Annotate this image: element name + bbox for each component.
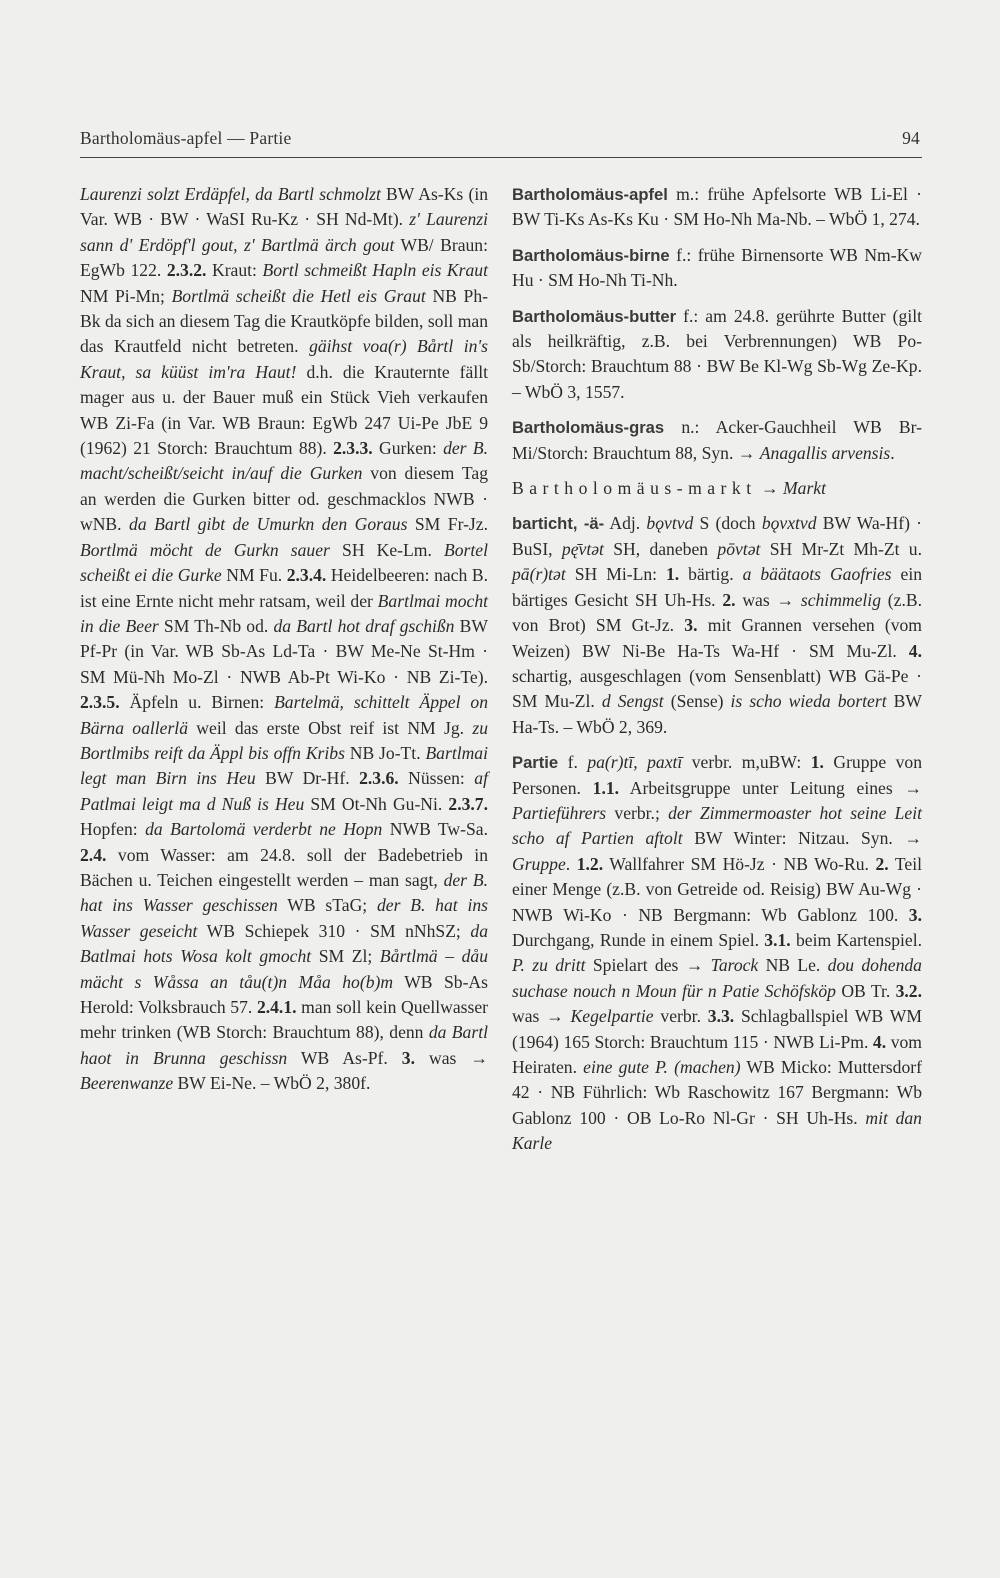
headword: barticht, -ä- [512,514,605,534]
headword-spaced: Bartholomäus-markt [512,478,757,499]
entry-bartholomaeus-birne [512,243,922,294]
entry-partie [512,750,922,1157]
entry-barticht [512,511,922,740]
cross-reference: → Markt [756,478,826,499]
running-title: Bartholomäus-apfel — Partie [80,128,292,148]
headword: Bartholomäus-apfel [512,185,668,204]
headword: Partie [512,753,559,773]
entry-body: f.: am 24.8. gerührte Butter (gilt als heilkräftig, z.B. bei Verbrennungen) WB Po-Sb/Storch: Brauchtum 88 · BW Be Kl-Wg Sb-Wg Ze-Kp. – WbÖ 3, 1557. [512,305,922,402]
entry-bartholomaeus-butter [512,304,922,406]
right-column [512,182,922,1167]
headword: Bartholomäus-butter [512,306,677,326]
entry-body: f. pa(r)tī, paxtī verbr. m,uBW: 1. Gruppe von Personen. 1.1. Arbeitsgruppe unter Leitung eines → Partieführers verbr.; der Zimmermoaster hot seine Leit scho af Partien aftolt BW Winter: Nitzau. Syn. → Gruppe. 1.2. Wallfahrer SM Hö-Jz · NB Wo-Ru. 2. Teil einer Menge (z.B. von Getreide od. Reisig) BW Au-Wg · NWB Wi-Ko · NB Bergmann: Wb Gablonz 100. 3. Durchgang, Runde in einem Spiel. 3.1. beim Kartenspiel. P. zu dritt Spielart des → Tarock NB Le. dou dohenda suchase nouch n Moun für n Patie Schöfsköp OB Tr. 3.2. was → Kegelpartie verbr. 3.3. Schlagballspiel WB WM (1964) 165 Storch: Brauchtum 115 · NWB Li-Pm. 4. vom Heiraten. eine gute P. (machen) WB Micko: Muttersdorf 42 · NB Führlich: Wb Raschowitz 167 Bergmann: Wb Gablonz 100 · OB Lo-Ro Nl-Gr · SH Uh-Hs. mit dan Karle [512,752,923,1154]
entry-body: n.: Acker-Gauchheil WB Br-Mi/Storch: Brauchtum 88, Syn. → Anagallis arvensis. [512,417,922,463]
left-column [80,182,488,1097]
entry-body: Adj. bǫvtvd S (doch bǫvxtvd BW Wa-Hf) · BuSI, pę̄vtət SH, daneben pōvtət SH Mr-Zt Mh-Zt u. pā(r)tət SH Mi-Ln: 1. bärtig. a bäätaots Gaofries ein bärtiges Gesicht SH Uh-Hs. 2. was → schimmelig (z.B. von Brot) SM Gt-Jz. 3. mit Grannen versehen (vom Weizen) BW Ni-Be Ha-Ts Wa-Hf · SM Mu-Zl. 4. schartig, ausgeschlagen (vom Sensenblatt) WB Gä-Pe · SM Mu-Zl. d Sengst (Sense) is scho wieda bortert BW Ha-Ts. – WbÖ 2, 369. [512,513,923,737]
entry-bartholomaeus-gras [512,415,922,466]
entry-bartholomaeus-apfel [512,182,922,233]
entry-continuation: Laurenzi solzt Erdäpfel, da Bartl schmolzt BW As-Ks (in Var. WB · BW · WaSI Ru-Kz · SH Nd-Mt). z' Laurenzi sann d' Erdöpf'l gout, z' Bartlmä ärch gout WB/ Braun: EgWb 122. 2.3.2. Kraut: Bortl schmeißt Hapln eis Kraut NM Pi-Mn; Bortlmä scheißt die Hetl eis Graut NB Ph-Bk da sich an diesem Tag die Krautköpfe bilden, soll man das Krautfeld nicht betreten. gäihst voa(r) Bårtl in's Kraut, sa küüst im'ra Haut! d.h. die Krauternte fällt mager aus u. der Bauer muß ein Stück Vieh verkaufen WB Zi-Fa (in Var. WB Braun: EgWb 247 Ui-Pe JbE 9 (1962) 21 Storch: Brauchtum 88). 2.3.3. Gurken: der B. macht/scheißt/seicht in/auf die Gurken von diesem Tag an werden die Gurken bitter od. geschmacklos NWB · wNB. da Bartl gibt de Umurkn den Goraus SM Fr-Jz. Bortlmä möcht de Gurkn sauer SH Ke-Lm. Bortel scheißt ei die Gurke NM Fu. 2.3.4. Heidelbeeren: nach B. ist eine Ernte nicht mehr ratsam, weil der Bartlmai mocht in die Beer SM Th-Nb od. da Bartl hot draf gschißn BW Pf-Pr (in Var. WB Sb-As Ld-Ta · BW Me-Ne St-Hm · SM Mü-Nh Mo-Zl · NWB Ab-Pt Wi-Ko · NB Zi-Te). 2.3.5. Äpfeln u. Birnen: Bartelmä, schittelt Äppel on Bärna oallerlä weil das erste Obst reif ist NM Jg. zu Bortlmibs reift da Äppl bis offn Kribs NB Jo-Tt. Bartlmai legt man Birn ins Heu BW Dr-Hf. 2.3.6. Nüssen: af Patlmai leigt ma d Nuß is Heu SM Ot-Nh Gu-Ni. 2.3.7. Hopfen: da Bartolomä verderbt ne Hopn NWB Tw-Sa. 2.4. vom Wasser: am 24.8. soll der Badebetrieb in Bächen u. Teichen eingestellt werden – man sagt, der B. hat ins Wasser geschissen WB sTaG; der B. hat ins Wasser geseicht WB Schiepek 310 · SM nNhSZ; da Batlmai hots Wosa kolt gmocht SM Zl; Bårtlmä – dåu mächt s Wåssa an tåu(t)n Måa ho(b)m WB Sb-As Herold: Volksbrauch 57. 2.4.1. man soll kein Quellwasser mehr trinken (WB Storch: Brauchtum 88), denn da Bartl haot in Brunna geschissn WB As-Pf. 3. was → Beerenwanze BW Ei-Ne. – WbÖ 2, 380f. [80,184,489,1094]
entry-body: m.: frühe Apfelsorte WB Li-El · BW Ti-Ks As-Ks Ku · SM Ho-Nh Ma-Nb. – WbÖ 1, 274. [512,184,922,230]
entry-bartholomaeus-markt [512,476,922,501]
headword: Bartholomäus-birne [512,245,670,265]
headword: Bartholomäus-gras [512,418,665,438]
entry-body: f.: frühe Birnensorte WB Nm-Kw Hu · SM Ho-Nh Ti-Nh. [512,244,922,291]
page-number: 94 [902,128,920,148]
header-rule [80,157,922,158]
